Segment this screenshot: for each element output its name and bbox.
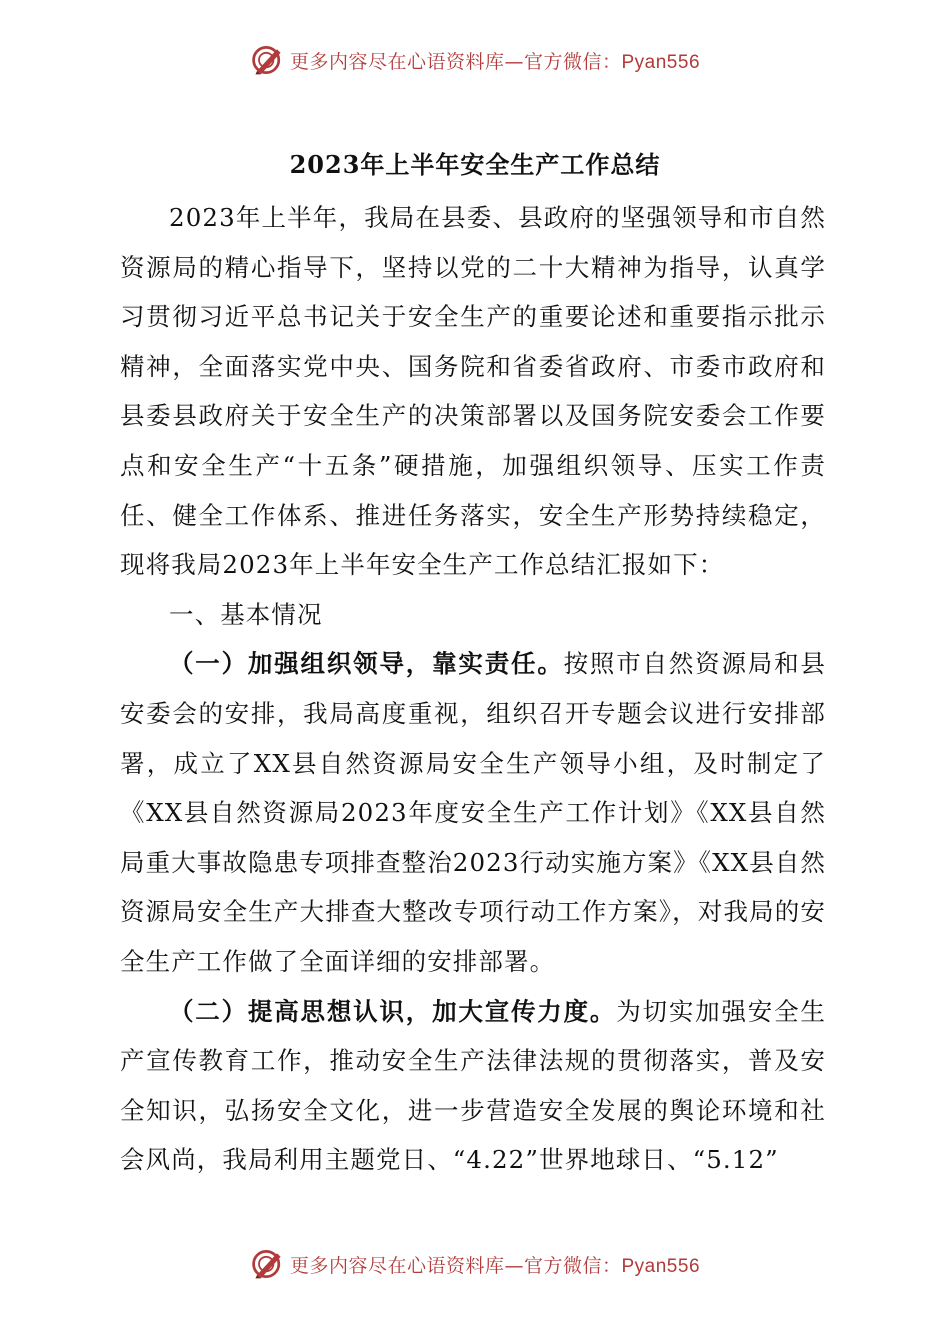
section-heading: 一、基本情况 bbox=[169, 599, 323, 629]
watermark-footer bbox=[0, 1244, 950, 1284]
watermark-text: 更多内容尽在心语资料库—官方微信：Pyan556 bbox=[289, 50, 701, 73]
item-lead-2: （二）提高思想认识，加大宣传力度。 bbox=[169, 996, 617, 1026]
pen-logo-icon bbox=[250, 1246, 286, 1282]
item-body-2: 为切实加强安全生产宣传教育工作，推动安全生产法律法规的贯彻落实，普及安全知识，弘扬安全文化，进一步营造安全发展的舆论环境和社会风尚，我局利用主题党日、“4.22”世界地球日、“5.12” bbox=[120, 996, 826, 1175]
intro-paragraph: 2023年上半年，我局在县委、县政府的坚强领导和市自然资源局的精心指导下，坚持以党的二十大精神为指导，认真学习贯彻习近平总书记关于安全生产的重要论述和重要指示批示精神，全面落实党中央、国务院和省委省政府、市委市政府和县委县政府关于安全生产的决策部署以及国务院安委会工作要点和安全生产“十五条”硬措施，加强组织领导、压实工作责任、健全工作体系、推进任务落实，安全生产形势持续稳定，现将我局2023年上半年安全生产工作总结汇报如下： bbox=[120, 203, 826, 580]
watermark-header bbox=[0, 40, 950, 80]
item-paragraph-2 bbox=[120, 987, 826, 1185]
item-paragraph-1 bbox=[120, 639, 826, 986]
item-body-1: 按照市自然资源局和县安委会的安排，我局高度重视，组织召开专题会议进行安排部署，成立了XX县自然资源局安全生产领导小组，及时制定了《XX县自然资源局2023年度安全生产工作计划》《XX县自然局重大事故隐患专项排查整治2023行动实施方案》《XX县自然资源局安全生产大排查大整改专项行动工作方案》，对我局的安全生产工作做了全面详细的安排部署。 bbox=[120, 649, 826, 976]
document-title: 2023年上半年安全生产工作总结 bbox=[289, 150, 661, 179]
watermark-text: 更多内容尽在心语资料库—官方微信：Pyan556 bbox=[289, 1254, 701, 1277]
document-body bbox=[120, 193, 826, 1185]
wechat-id: Pyan556 bbox=[621, 1255, 701, 1277]
item-lead-1: （一）加强组织领导，靠实责任。 bbox=[169, 649, 564, 679]
pen-logo-icon bbox=[250, 42, 286, 78]
wechat-id: Pyan556 bbox=[621, 51, 701, 73]
